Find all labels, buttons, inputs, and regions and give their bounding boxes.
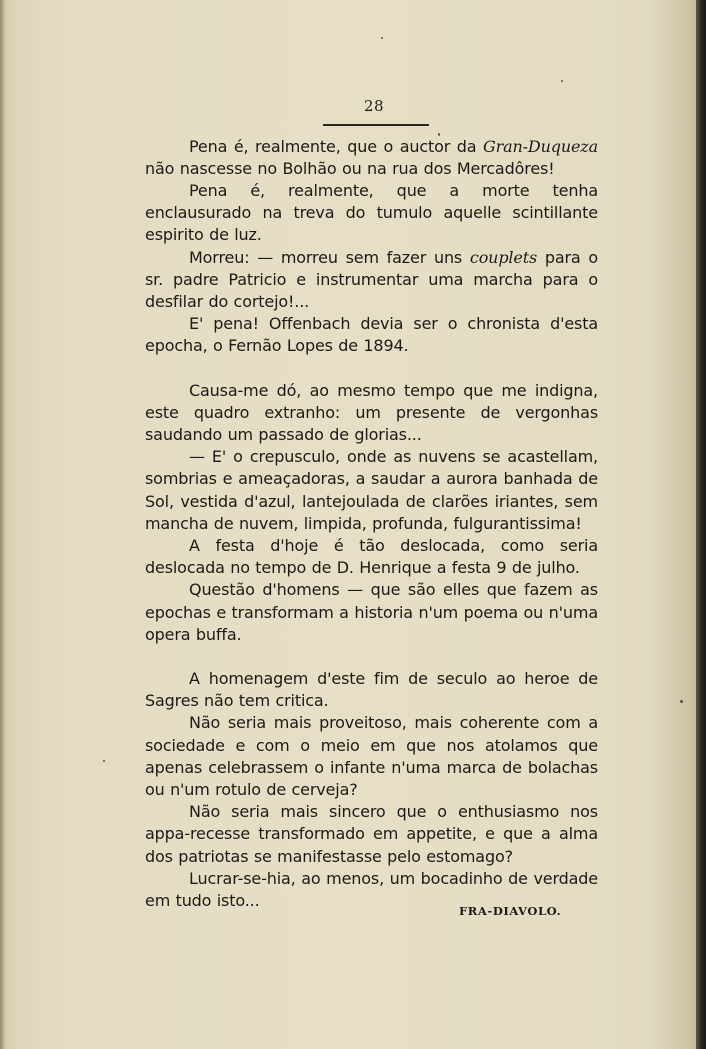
page-number: 28 bbox=[363, 97, 385, 115]
author-signature: FRA-DIAVOLO. bbox=[459, 904, 562, 918]
paper-speck bbox=[680, 700, 683, 703]
paragraph-6: — E' o crepusculo, onde as nuvens se acastellam, sombrias e ameaçadoras, a saudar a aurora banhada de Sol, vestida d'azul, lantejoulada de clarões iriantes, sem mancha de nuvem, limpida, profunda, fulgurantissima! bbox=[145, 447, 598, 533]
paragraph-3: Morreu: — morreu sem fazer uns couplets para o sr. padre Patricio e instrumentar uma marcha para o desfilar do cortejo!... bbox=[145, 247, 598, 311]
paragraph-2: Pena é, realmente, que a morte tenha enclausurado na treva do tumulo aquelle scintillante espirito de luz. bbox=[145, 180, 598, 245]
paragraph-1: Pena é, realmente, que o auctor da Gran-Duqueza não nascesse no Bolhão ou na rua dos Mercadôres! bbox=[145, 136, 598, 178]
page-left-edge bbox=[0, 0, 5, 1049]
paper-speck bbox=[381, 37, 383, 39]
text-block bbox=[145, 96, 598, 912]
book-spine-shadow bbox=[696, 0, 706, 1049]
article-body bbox=[145, 136, 598, 913]
paper-speck bbox=[438, 133, 440, 136]
paragraph-5: Causa-me dó, ao mesmo tempo que me indigna, este quadro extranho: um presente de vergonhas saudando um passado de glorias... bbox=[145, 380, 598, 444]
page-number-rule bbox=[323, 124, 429, 126]
paragraph-7: A festa d'hoje é tão deslocada, como seria deslocada no tempo de D. Henrique a festa 9 de julho. bbox=[145, 535, 598, 578]
paragraph-9: A homenagem d'este fim de seculo ao heroe de Sagres não tem critica. bbox=[145, 668, 598, 711]
paper-speck bbox=[561, 80, 563, 82]
paragraph-8: Questão d'homens — que são elles que fazem as epochas e transformam a historia n'um poema ou n'uma opera buffa. bbox=[145, 580, 598, 644]
paper-speck bbox=[103, 760, 105, 762]
paragraph-11: Não seria mais sincero que o enthusiasmo nos appa-recesse transformado em appetite, e que a alma dos patriotas se manifestasse pelo estomago? bbox=[145, 802, 598, 866]
paragraph-12: Lucrar-se-hia, ao menos, um bocadinho de verdade em tudo isto... bbox=[145, 868, 598, 910]
paragraph-4: E' pena! Offenbach devia ser o chronista d'esta epocha, o Fernão Lopes de 1894. bbox=[145, 314, 598, 356]
paragraph-10: Não seria mais proveitoso, mais coherente com a sociedade e com o meio em que nos atolamos que apenas celebrassem o infante n'uma marca de bolachas ou n'um rotulo de cerveja? bbox=[145, 713, 598, 799]
